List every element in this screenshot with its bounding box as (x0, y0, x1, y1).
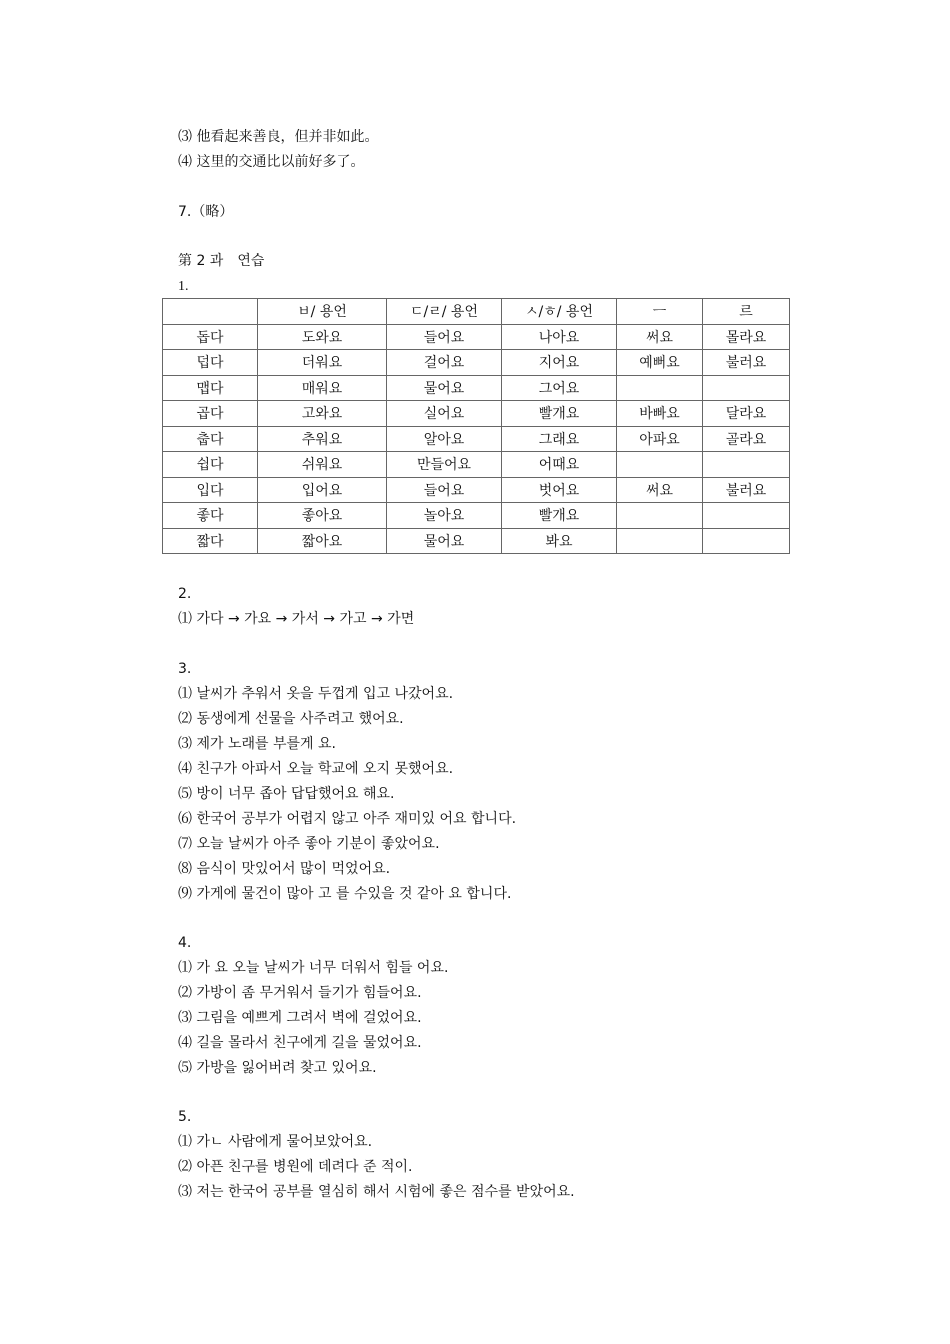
section-heading: 3. (178, 661, 192, 677)
table-cell: 들어요 (387, 324, 502, 350)
table-cell (703, 528, 790, 554)
table-cell: 쉬워요 (258, 452, 387, 478)
table-cell: 써요 (617, 477, 703, 503)
table-label: 1. (178, 279, 189, 294)
table-cell: 예뻐요 (617, 350, 703, 376)
table-cell: 맵다 (163, 375, 258, 401)
section-item: ⑴ 날씨가 추워서 옷을 두껍게 입고 나갔어요. (178, 686, 454, 702)
section-item: ⑺ 오늘 날씨가 아주 좋아 기분이 좋았어요. (178, 836, 440, 852)
section-item: ⑷ 친구가 아파서 오늘 학교에 오지 못했어요. (178, 761, 454, 777)
table-cell: 벗어요 (502, 477, 617, 503)
table-header-cell: ㅡ (617, 299, 703, 325)
table-cell: 어때요 (502, 452, 617, 478)
section-item: ⑸ 가방을 잃어버려 찾고 있어요. (178, 1060, 377, 1076)
table-cell: 짧아요 (258, 528, 387, 554)
table-cell: 아파요 (617, 426, 703, 452)
conjugation-table (162, 298, 790, 554)
top-line-1: ⑶ 他看起来善良，但并非如此。 (178, 129, 379, 145)
table-cell: 실어요 (387, 401, 502, 427)
table-cell: 덥다 (163, 350, 258, 376)
section-item: ⑼ 가게에 물건이 많아 고 를 수있을 것 같아 요 합니다. (178, 886, 512, 902)
table-cell: 매워요 (258, 375, 387, 401)
table-cell: 그어요 (502, 375, 617, 401)
table-cell: 짧다 (163, 528, 258, 554)
chapter-heading: 第 2 과 연습 (178, 253, 265, 269)
top-line-2: ⑷ 这里的交通比以前好多了。 (178, 154, 365, 170)
table-row (163, 503, 790, 529)
table-cell: 고와요 (258, 401, 387, 427)
section-item: ⑵ 아픈 친구를 병원에 데려다 준 적이. (178, 1159, 413, 1175)
section-item: ⑻ 음식이 맛있어서 많이 먹었어요. (178, 861, 391, 877)
table-cell: 쉽다 (163, 452, 258, 478)
table-row (163, 477, 790, 503)
table-cell: 좋아요 (258, 503, 387, 529)
table-cell: 물어요 (387, 375, 502, 401)
table-cell: 도와요 (258, 324, 387, 350)
table-cell: 좋다 (163, 503, 258, 529)
table-cell (617, 503, 703, 529)
table-cell (617, 375, 703, 401)
table-row (163, 452, 790, 478)
table-cell: 입다 (163, 477, 258, 503)
section-item: ⑸ 방이 너무 좁아 답답했어요 해요. (178, 786, 395, 802)
table-cell: 써요 (617, 324, 703, 350)
table-row (163, 426, 790, 452)
question-7: 7.（略） (178, 204, 234, 220)
section-item: ⑴ 가ㄴ 사람에게 물어보았어요. (178, 1134, 373, 1150)
table-cell: 나아요 (502, 324, 617, 350)
table-header-row (163, 299, 790, 325)
table-header-cell: ㅅ/ㅎ/ 용언 (502, 299, 617, 325)
section-heading: 5. (178, 1109, 192, 1125)
table-cell (703, 503, 790, 529)
table-header-cell (163, 299, 258, 325)
table-cell (617, 528, 703, 554)
table-cell: 몰라요 (703, 324, 790, 350)
table-cell: 봐요 (502, 528, 617, 554)
section-item: ⑶ 저는 한국어 공부를 열심히 해서 시험에 좋은 점수를 받았어요. (178, 1184, 575, 1200)
table-row (163, 324, 790, 350)
table-row (163, 528, 790, 554)
table-cell: 달라요 (703, 401, 790, 427)
table-cell: 춥다 (163, 426, 258, 452)
table-cell: 그래요 (502, 426, 617, 452)
table-cell: 골라요 (703, 426, 790, 452)
table-cell (703, 452, 790, 478)
table-cell: 불러요 (703, 350, 790, 376)
table-header-cell: ㄷ/ㄹ/ 용언 (387, 299, 502, 325)
table-cell: 알아요 (387, 426, 502, 452)
table-cell: 추워요 (258, 426, 387, 452)
section-item: ⑶ 제가 노래를 부를게 요. (178, 736, 336, 752)
table-cell: 만들어요 (387, 452, 502, 478)
table-cell (703, 375, 790, 401)
table-cell: 돕다 (163, 324, 258, 350)
table-cell: 불러요 (703, 477, 790, 503)
table-cell: 놀아요 (387, 503, 502, 529)
section-item: ⑶ 그림을 예쁘게 그려서 벽에 걸었어요. (178, 1010, 422, 1026)
table-cell: 곱다 (163, 401, 258, 427)
table-row (163, 375, 790, 401)
section-item: ⑴ 가다 → 가요 → 가서 → 가고 → 가면 (178, 611, 415, 627)
table-cell: 걸어요 (387, 350, 502, 376)
table-cell: 바빠요 (617, 401, 703, 427)
section-item: ⑷ 길을 몰라서 친구에게 길을 물었어요. (178, 1035, 422, 1051)
section-heading: 2. (178, 586, 192, 602)
section-item: ⑴ 가 요 오늘 날씨가 너무 더워서 힘들 어요. (178, 960, 449, 976)
section-item: ⑹ 한국어 공부가 어렵지 않고 아주 재미있 어요 합니다. (178, 811, 517, 827)
table-cell: 물어요 (387, 528, 502, 554)
table-header-cell: 르 (703, 299, 790, 325)
table-header-cell: ㅂ/ 용언 (258, 299, 387, 325)
table-cell: 빨개요 (502, 503, 617, 529)
table-row (163, 401, 790, 427)
table-row (163, 350, 790, 376)
section-item: ⑵ 가방이 좀 무거워서 들기가 힘들어요. (178, 985, 422, 1001)
table-cell: 더워요 (258, 350, 387, 376)
section-item: ⑵ 동생에게 선물을 사주려고 했어요. (178, 711, 404, 727)
table-cell: 들어요 (387, 477, 502, 503)
table-cell: 지어요 (502, 350, 617, 376)
table-cell: 빨개요 (502, 401, 617, 427)
section-heading: 4. (178, 935, 192, 951)
table-cell (617, 452, 703, 478)
table-cell: 입어요 (258, 477, 387, 503)
